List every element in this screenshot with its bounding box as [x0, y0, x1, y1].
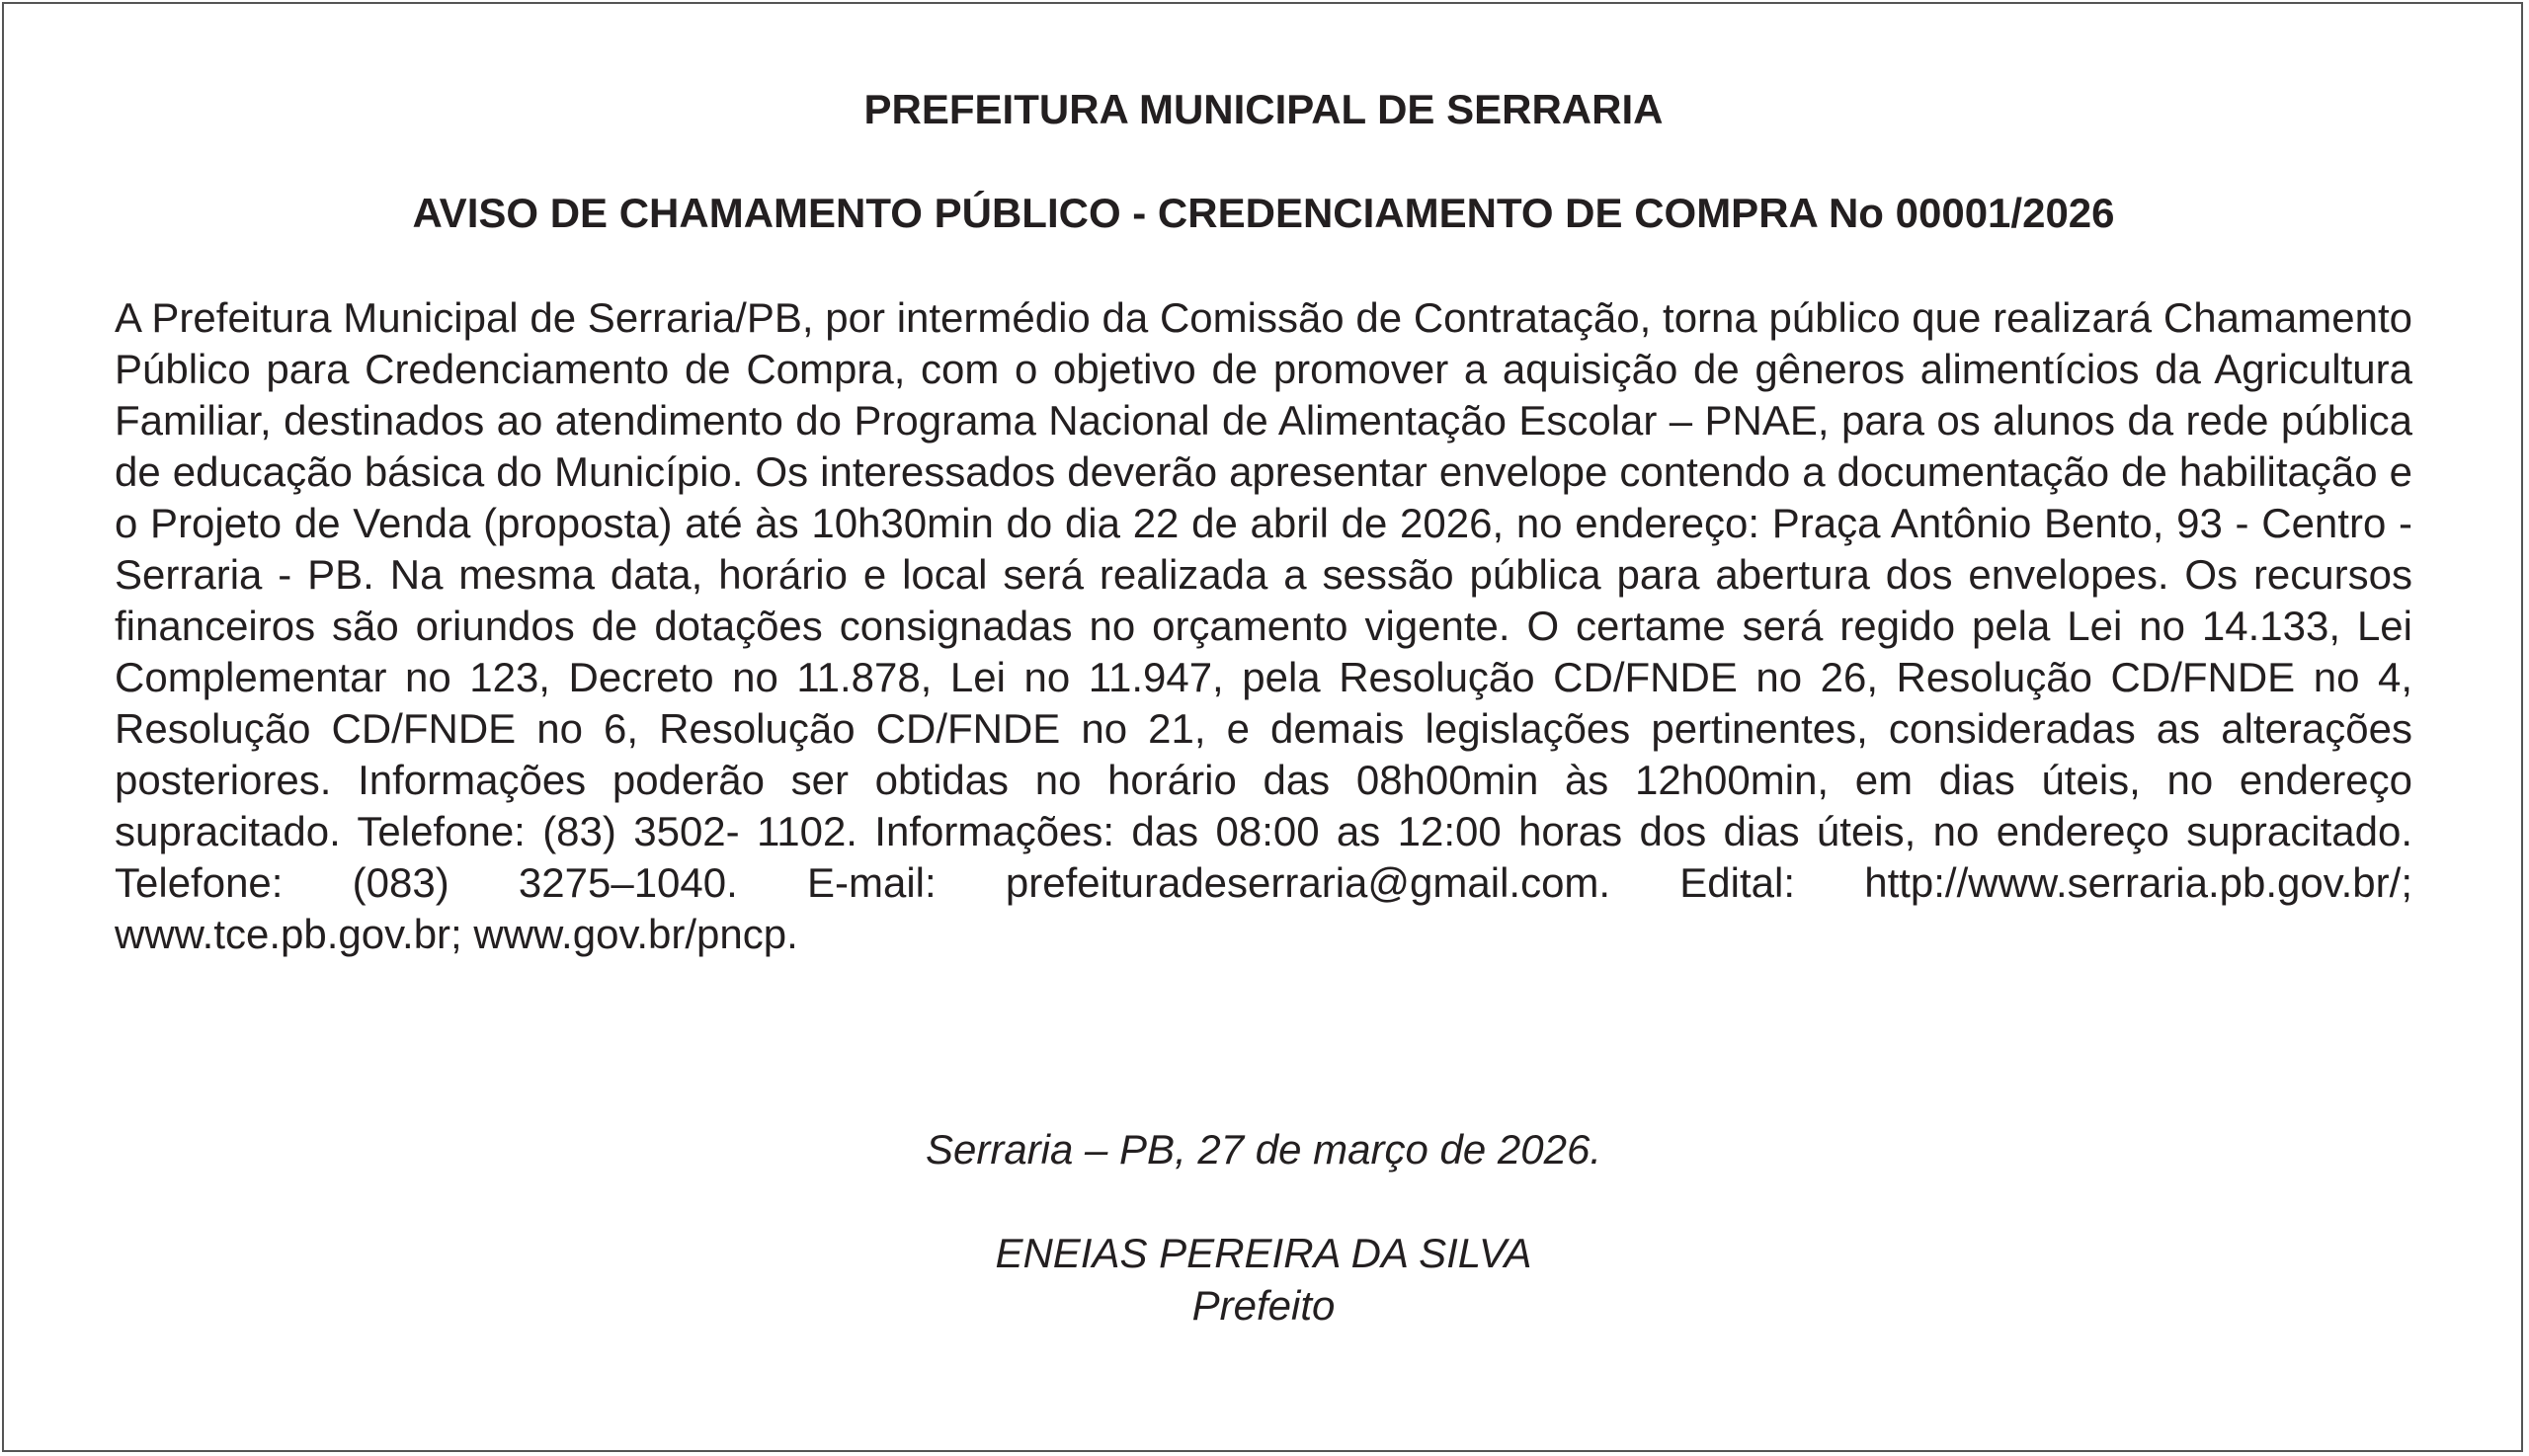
notice-body: A Prefeitura Municipal de Serraria/PB, por intermédio da Comissão de Contratação, torna público que realizará Chamamento Público para Credenciamento de Compra, com o objetivo de promover a aquisição de gêneros alimentícios da Agricultura Familiar, destinados ao atendimento do Programa Nacional de Alimentação Escolar – PNAE, para os alunos da rede pública de educação básica do Município. Os interessados deverão apresentar envelope contendo a documentação de habilitação e o Projeto de Venda (proposta) até às 10h30min do dia 22 de abril de 2026, no endereço: Praça Antônio Bento, 93 - Centro - Serraria - PB. Na mesma data, horário e local será realizada a sessão pública para abertura dos envelopes. Os recursos financeiros são oriundos de dotações consignadas no orçamento vigente. O certame será regido pela Lei no 14.133, Lei Complementar no 123, Decreto no 11.878, Lei no 11.947, pela Resolução CD/FNDE no 26, Resolução CD/FNDE no 4, Resolução CD/FNDE no 6, Resolução CD/FNDE no 21, e demais legislações pertinentes, consideradas as alterações posteriores. Informações poderão ser obtidas no horário das 08h00min às 12h00min, em dias úteis, no endereço supracitado. Telefone: (83) 3502- 1102. Informações: das 08:00 as 12:00 horas dos dias úteis, no endereço supracitado. Telefone: (083) 3275–1040. E-mail: prefeituradeserraria@gmail.com. Edital: http://www.serraria.pb.gov.br/; www.tce.pb.gov.br; www.gov.br/pncp.: [115, 294, 2412, 957]
notice-title: AVISO DE CHAMAMENTO PÚBLICO - CREDENCIAMENTO DE COMPRA No 00001/2026: [412, 190, 2115, 236]
signer-role: Prefeito: [1191, 1282, 1336, 1329]
date-line: Serraria – PB, 27 de março de 2026.: [925, 1126, 1602, 1173]
signer-name: ENEIAS PEREIRA DA SILVA: [995, 1230, 1532, 1276]
municipality-header: PREFEITURA MUNICIPAL DE SERRARIA: [863, 86, 1664, 132]
